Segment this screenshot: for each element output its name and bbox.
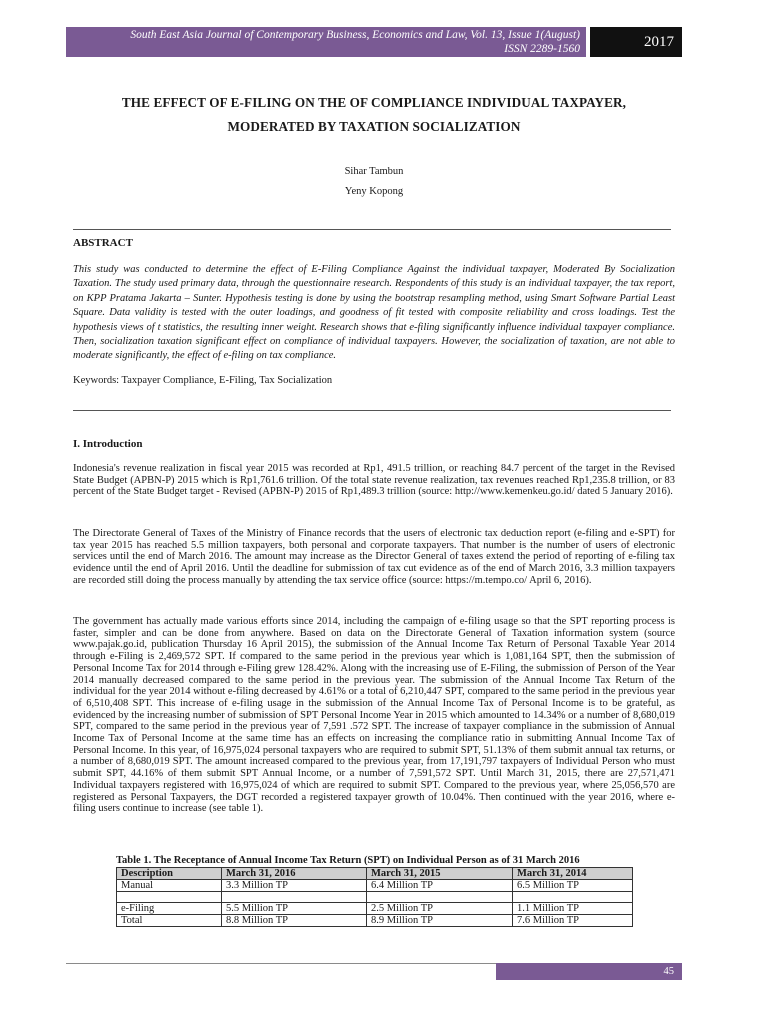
- table-cell: [222, 892, 367, 903]
- table-row: [117, 915, 633, 927]
- table-header-row: [117, 868, 633, 880]
- intro-paragraph-3: The government has actually made various efforts since 2014, including the campaign of e-filing usage so that the SPT reporting process is faster, simpler and can be done from anywhere. Based on data on the Directorate General of Taxation information system (source www.pajak.go.id, publication Thursday 16 April 2015), the submission of the Annual Income Tax Return of Personal Taxable Year 2014 through e-Filing is 2,469,572 SPT. If compared to the same period in the previous year which is 1,081,164 SPT, then the submission of Personal Income Tax for 2014 through e-Filing grew 128.42%. Along with the increasing use of E-Filing, the submission of Person of the Year 2014 manually decreased compared to the same period in the previous year. The submission of the Annual Income Tax Return of the individual for the year 2014 without e-filing decreased by 4.61% or a total of 6,210,447 SPT, compared to the same period in the previous year of 6,510,408 SPT. This increase of e-filing usage in the submission of the Annual Income Tax of Personal Income is to be grateful, as evidenced by the increasing number of submission of SPT Personal Income Year in 2015 which amounted to 14.34% or a number of 8,680,019 SPT, compared to the same period in the previous year of 7,591 .572 SPT. The increase of taxpayer compliance in the submission of Annual Income Tax of Personal Income at the same time has an effects on increasing the compliance ratio in submitting Annual Income Tax of Personal Income. In this year, of 16,975,024 personal taxpayers who are required to submit SPT, 51.13% of them submit annual tax returns, or a number of 8,680,019 SPT. The amount increased compared to the previous year, from 17,191,797 taxpayers of Individual Person who must submit SPT, 44.16% of them submit SPT Annual Income, or a number of 7,591,572 SPT. Until March 31, 2015, there are 27,571,471 Individual taxpayers registered with 16,975,024 of which are required to submit SPT. Compared to the previous year, where 25,056,570 are registered as Personal Taxpayers, the DGT recorded a registered taxpayer growth of 10.04%. Then continued with the year 2016, where e-filing users continue to increase (see table 1).: [73, 616, 675, 815]
- spt-receptance-table: [116, 867, 633, 927]
- abstract-body: This study was conducted to determine the effect of E-Filing Compliance Against the individual taxpayer, Moderated By Socialization Taxation. The study used primary data, through the questionnaire research. Respondents of this study is an individual taxpayer, the tax report, on KPP Pratama Jakarta – Sunter. Hypothesis testing is done by using the bootstrap resampling method, using Smart Software Partial Least Square. Data validity is tested with the outer loadings, and goodness of fit tested with composite reliability and cross loadings. Test the hypothesis views of t statistics, the resulting inner weight. Research shows that e-filing significantly influence individual taxpayer compliance. Then, socialization taxation significant effect on compliance of individual taxpayers. However, the socialization of taxation, are not able to moderate significantly, the effect of e-filing on tax compliance.: [73, 264, 675, 362]
- table-row: [117, 903, 633, 915]
- table-cell: 3.3 Million TP: [222, 880, 367, 892]
- table-cell: 8.8 Million TP: [222, 915, 367, 927]
- divider-top: [73, 229, 671, 230]
- table-cell: 2.5 Million TP: [367, 903, 513, 915]
- column-header: March 31, 2014: [513, 868, 633, 880]
- author-name: Yeny Kopong: [344, 186, 404, 197]
- table-cell: [367, 892, 513, 903]
- table-cell: 7.6 Million TP: [513, 915, 633, 927]
- table-row: [117, 892, 633, 903]
- page-number: 45: [496, 963, 682, 980]
- table-row: [117, 880, 633, 892]
- section-heading-introduction: I. Introduction: [73, 438, 143, 450]
- abstract-heading: ABSTRACT: [73, 237, 133, 249]
- journal-header-banner: [66, 27, 586, 57]
- table-cell: [513, 892, 633, 903]
- paper-title: [66, 91, 682, 139]
- table-cell: [117, 892, 222, 903]
- table-cell: 5.5 Million TP: [222, 903, 367, 915]
- paper-title-line-2: MODERATED BY TAXATION SOCIALIZATION: [227, 119, 521, 134]
- column-header: March 31, 2015: [367, 868, 513, 880]
- column-header: March 31, 2016: [222, 868, 367, 880]
- table-caption: Table 1. The Receptance of Annual Income Tax Return (SPT) on Individual Person as of 31 March 2016: [116, 855, 580, 866]
- table-cell: e-Filing: [117, 903, 222, 915]
- publication-year: 2017: [590, 27, 682, 57]
- keywords-line: Keywords: Taxpayer Compliance, E-Filing, Tax Socialization: [73, 375, 333, 386]
- table-cell: Total: [117, 915, 222, 927]
- intro-paragraph-2: The Directorate General of Taxes of the Ministry of Finance records that the users of electronic tax deduction report (e-filing and e-SPT) for tax year 2015 has reached 5.5 million taxpayers, both personal and corporate taxpayers. That number is the number of users of electronic services until the end of March 2016. The amount may increase as the Director General of taxes extend the period of reporting of e-filing tax evidence until the end of April 2016. Until the deadline for submission of tax cut evidence as of the end of March 2016, 3.3 million taxpayers are recorded still doing the process manually by attending the tax service office (source: https://m.tempo.co/ April 6, 2016).: [73, 528, 675, 586]
- author-name: Sihar Tambun: [344, 166, 404, 177]
- journal-citation: South East Asia Journal of Contemporary Business, Economics and Law, Vol. 13, Issue 1(August): [130, 29, 580, 41]
- column-header: Description: [117, 868, 222, 880]
- intro-paragraph-1: Indonesia's revenue realization in fiscal year 2015 was recorded at Rp1, 491.5 trillion, or reaching 84.7 percent of the target in the Revised State Budget (APBN-P) 2015 which is Rp1,761.6 trillion. Of the total state revenue realization, tax revenues reached Rp1,235.8 trillion, or 83 percent of the State Budget target - Revised (APBN-P) 2015 of Rp1,489.3 trillion (source: http://www.kemenkeu.go.id/ dated 5 January 2016).: [73, 463, 675, 498]
- paper-title-line-1: THE EFFECT OF E-FILING ON THE OF COMPLIANCE INDIVIDUAL TAXPAYER,: [121, 95, 627, 110]
- author-list: [66, 162, 682, 202]
- divider-bottom: [73, 410, 671, 411]
- table-cell: 8.9 Million TP: [367, 915, 513, 927]
- journal-issn: ISSN 2289-1560: [504, 43, 580, 55]
- table-cell: 6.4 Million TP: [367, 880, 513, 892]
- table-cell: 6.5 Million TP: [513, 880, 633, 892]
- table-cell: Manual: [117, 880, 222, 892]
- table-cell: 1.1 Million TP: [513, 903, 633, 915]
